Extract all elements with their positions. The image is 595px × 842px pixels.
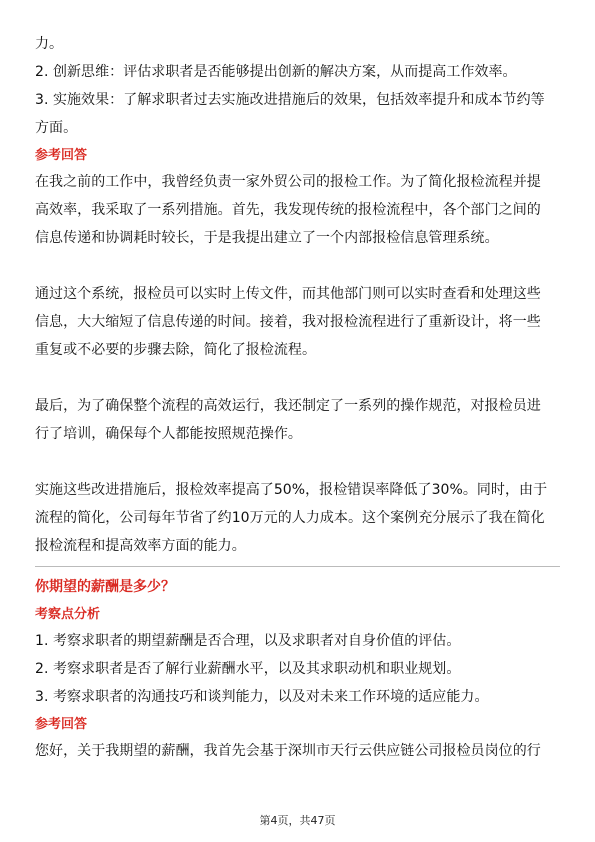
question-title: 你期望的薪酬是多少？ <box>35 579 175 595</box>
point-creative-thinking: 2. 创新思维：评估求职者是否能够提出创新的解决方案，从而提高工作效率。 <box>35 64 517 80</box>
answer-paragraph-line: 行了培训，确保每个人都能按照规范操作。 <box>35 426 302 442</box>
paragraph-spacer <box>35 364 560 392</box>
section-divider <box>35 566 560 567</box>
answer-paragraph-line: 报检流程和提高效率方面的能力。 <box>35 538 246 554</box>
paragraph-spacer <box>35 252 560 280</box>
answer-paragraph-line: 实施这些改进措施后，报检效率提高了50%，报检错误率降低了30%。同时，由于 <box>35 482 548 498</box>
answer-paragraph-line: 信息传递和协调耗时较长，于是我提出建立了一个内部报检信息管理系统。 <box>35 230 499 246</box>
reference-answer-heading: 参考回答 <box>35 148 88 163</box>
document-page <box>35 30 560 765</box>
answer-paragraph-line: 最后，为了确保整个流程的高效运行，我还制定了一系列的操作规范，对报检员进 <box>35 398 541 414</box>
answer-paragraph-line: 重复或不必要的步骤去除，简化了报检流程。 <box>35 342 316 358</box>
analysis-point: 1. 考察求职者的期望薪酬是否合理，以及求职者对自身价值的评估。 <box>35 633 461 649</box>
answer-paragraph-line: 流程的简化，公司每年节省了约10万元的人力成本。这个案例充分展示了我在简化 <box>35 510 545 526</box>
analysis-point: 3. 考察求职者的沟通技巧和谈判能力，以及对未来工作环境的适应能力。 <box>35 689 489 705</box>
answer-paragraph-line: 信息，大大缩短了信息传递的时间。接着，我对报检流程进行了重新设计，将一些 <box>35 314 541 330</box>
answer-paragraph-line: 在我之前的工作中，我曾经负责一家外贸公司的报检工作。为了简化报检流程并提 <box>35 174 541 190</box>
analysis-heading: 考察点分析 <box>35 607 101 622</box>
analysis-point: 2. 考察求职者是否了解行业薪酬水平，以及其求职动机和职业规划。 <box>35 661 461 677</box>
answer-paragraph-line: 您好，关于我期望的薪酬，我首先会基于深圳市天行云供应链公司报检员岗位的行 <box>35 743 541 759</box>
intro-continuation: 力。 <box>35 36 64 52</box>
page-number-footer: 第4页，共47页 <box>259 814 336 827</box>
answer-paragraph-line: 通过这个系统，报检员可以实时上传文件，而其他部门则可以实时查看和处理这些 <box>35 286 541 302</box>
point-implementation-effect: 3. 实施效果：了解求职者过去实施改进措施后的效果，包括效率提升和成本节约等 <box>35 92 545 108</box>
point-implementation-effect-cont: 方面。 <box>35 120 78 136</box>
paragraph-spacer <box>35 448 560 476</box>
reference-answer-heading-2: 参考回答 <box>35 717 88 732</box>
answer-paragraph-line: 高效率，我采取了一系列措施。首先，我发现传统的报检流程中，各个部门之间的 <box>35 202 541 218</box>
